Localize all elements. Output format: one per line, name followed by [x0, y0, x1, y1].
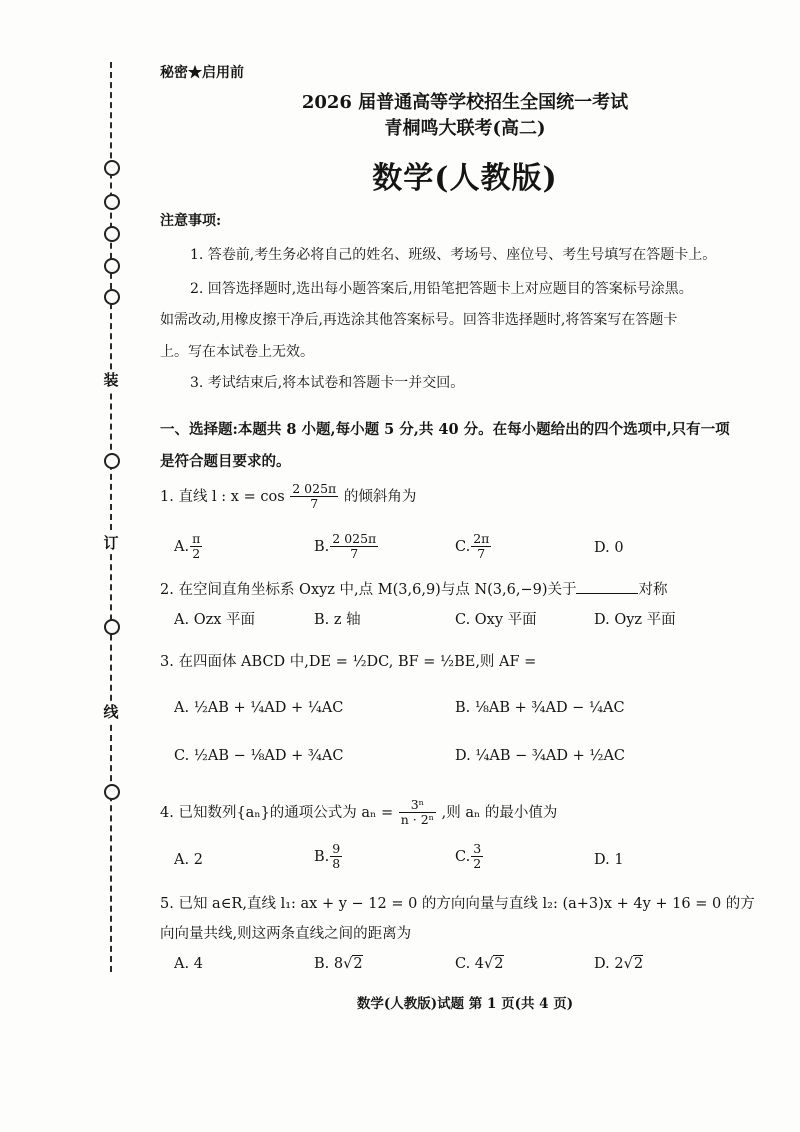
notes-title: 注意事项: [160, 213, 222, 229]
secret-label: 秘密★启用前 [160, 65, 244, 81]
q1-fraction: $\frac{2 025\pi}{7}$ [292, 481, 337, 512]
note-item-2: 2. 回答选择题时,选出每小题答案后,用铅笔把答题卡上对应题目的答案标号涂黑。 [190, 281, 693, 297]
q5-option-c: C. 4√2 [455, 956, 504, 972]
q2-option-c: C. Oxy 平面 [455, 612, 537, 628]
question-4: 4. 已知数列{aₙ}的通项公式为 aₙ = $\frac{\text{3ⁿ}}{\text{n · 2ⁿ}}$ ,则 aₙ 的最小值为 [160, 797, 558, 828]
binding-hole [104, 226, 120, 242]
q3-option-a: A. ½AB + ¼AD + ¼AC [174, 700, 344, 716]
q2-option-b: B. z 轴 [314, 612, 361, 628]
binding-char-zhuang: 装 [101, 370, 121, 390]
q4-option-d: D. 1 [594, 852, 624, 868]
section-heading-cont: 是符合题目要求的。 [160, 453, 291, 470]
q1-option-c: C. $\frac{2\pi}{7}$ [455, 531, 490, 562]
question-5-cont: 向向量共线,则这两条直线之间的距离为 [160, 926, 412, 942]
q1-option-d: D. 0 [594, 540, 624, 556]
q5-option-a: A. 4 [174, 956, 203, 972]
binding-hole [104, 619, 120, 635]
binding-hole [104, 289, 120, 305]
exam-subtitle: 青桐鸣大联考(高二) [384, 118, 546, 139]
q5-option-d: D. 2√2 [594, 956, 644, 972]
exam-title: 2026 届普通高等学校招生全国统一考试 [301, 92, 629, 113]
q3-option-b: B. ⅛AB + ¾AD − ¼AC [455, 700, 625, 716]
q4-fraction: $\frac{\text{3ⁿ}}{\text{n · 2ⁿ}}$ [400, 797, 435, 828]
q4-option-a: A. 2 [174, 852, 203, 868]
q2-blank [576, 581, 638, 594]
question-2: 2. 在空间直角坐标系 Oxyz 中,点 M(3,6,9)与点 N(3,6,−9)关于 对称 [160, 582, 668, 598]
q4-option-b: B. $\frac{9}{8}$ [314, 841, 341, 872]
q2-option-a: A. Ozx 平面 [174, 612, 256, 628]
q1-text-b: 的倾斜角为 [343, 488, 417, 505]
q4-option-c: C. $\frac{3}{2}$ [455, 841, 482, 872]
q3-option-c: C. ½AB − ⅛AD + ¾AC [174, 748, 344, 764]
section-heading: 一、选择题:本题共 8 小题,每小题 5 分,共 40 分。在每小题给出的四个选项中,只有一项 [160, 421, 730, 438]
subject-title: 数学(人教版) [372, 161, 558, 196]
binding-char-ding: 订 [101, 533, 121, 553]
question-1 [160, 482, 416, 512]
q1-text-a: 1. 直线 l : x = cos [160, 488, 285, 505]
note-item-1: 1. 答卷前,考生务必将自己的姓名、班级、考场号、座位号、考生号填写在答题卡上。 [190, 247, 717, 263]
q1-option-b: B. $\frac{2 025\pi}{7}$ [314, 531, 377, 562]
q3-option-d: D. ¼AB − ¾AD + ½AC [455, 748, 626, 764]
question-5: 5. 已知 a∈R,直线 l₁: ax + y − 12 = 0 的方向向量与直线 l₂: (a+3)x + 4y + 16 = 0 的方 [160, 896, 755, 912]
q1-option-a: A. $\frac{\pi}{2}$ [174, 531, 201, 562]
question-3: 3. 在四面体 ABCD 中,DE = ½DC, BF = ½BE,则 AF = [160, 654, 537, 670]
q2-option-d: D. Oyz 平面 [594, 612, 676, 628]
page-footer: 数学(人教版)试题 第 1 页(共 4 页) [356, 996, 574, 1012]
binding-hole [104, 784, 120, 800]
note-item-2-end: 上。写在本试卷上无效。 [160, 344, 314, 360]
binding-char-xian: 线 [101, 702, 121, 722]
binding-hole [104, 258, 120, 274]
q5-option-b: B. 8√2 [314, 956, 363, 972]
note-item-3: 3. 考试结束后,将本试卷和答题卡一并交回。 [190, 375, 465, 391]
binding-hole [104, 453, 120, 469]
note-item-2-cont: 如需改动,用橡皮擦干净后,再选涂其他答案标号。回答非选择题时,将答案写在答题卡 [160, 312, 678, 328]
